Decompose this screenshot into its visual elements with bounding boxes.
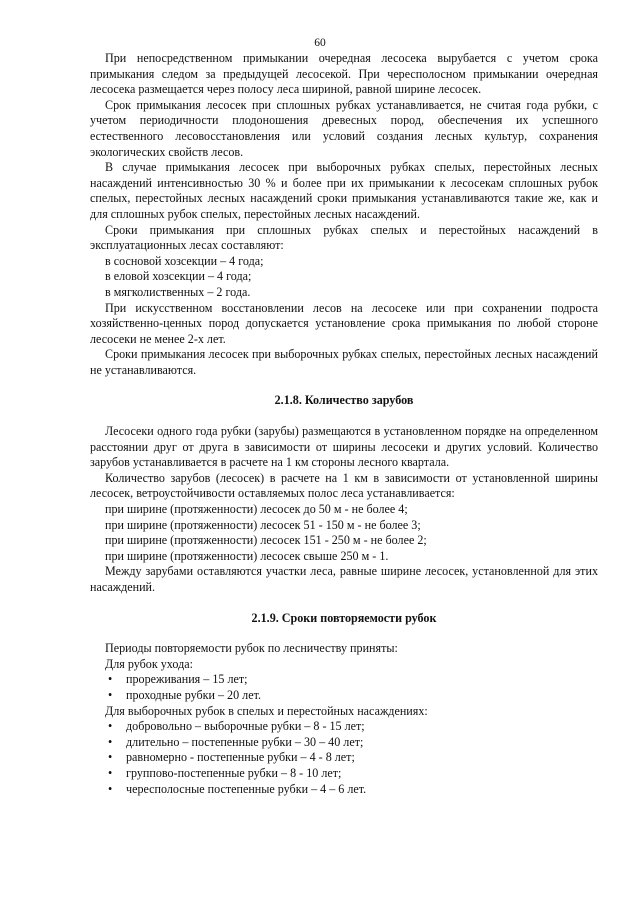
list-item: при ширине (протяженности) лесосек свыше 250 м - 1. (105, 548, 389, 563)
bullet-item: • добровольно – выборочные рубки – 8 - 15 лет; (90, 719, 598, 735)
paragraph: При непосредственном примыкании очередная лесосека вырубается с учетом срока примыкания следом за предыдущей лесосекой. При чересполосном примыкании очередная лесосека размещается через полосу леса шириной, равной ширине лесосек. (90, 51, 598, 97)
bullet-list (90, 672, 598, 703)
list-item: при ширине (протяженности) лесосек 151 - 250 м - не более 2; (105, 533, 427, 548)
paragraph: Для выборочных рубок в спелых и перестойных насаждениях: (105, 703, 428, 718)
list-item: в мягколиственных – 2 года. (105, 284, 251, 299)
paragraph: Срок примыкания лесосек при сплошных рубках устанавливается, не считая года рубки, с учетом периодичности плодоношения древесных пород, обеспечения их успешного естественного лесовосстановления или условий создания лесных культур, сохранения экологических свойств лесов. (90, 97, 598, 159)
section-heading: 2.1.8. Количество зарубов (274, 393, 414, 408)
paragraph: В случае примыкания лесосек при выборочных рубках спелых, перестойных лесных насаждений интенсивностью 30 % и более при их примыкании к лесосекам сплошных рубок спелых, перестойных лесных насаждений сроки примыкания устанавливаются такие же, как и для сплошных рубок спелых, перестойных лесных насаждений. (90, 160, 598, 221)
list-item: при ширине (протяженности) лесосек 51 - 150 м - не более 3; (105, 517, 421, 532)
page-number: 60 (314, 37, 326, 49)
paragraph: При искусственном восстановлении лесов на лесосеке или при сохранении подроста хозяйственно-ценных пород допускается установление срока примыкания по любой стороне лесосеки не менее 2-х лет. (90, 300, 598, 346)
bullet-list (90, 719, 598, 797)
section-heading: 2.1.9. Сроки повторяемости рубок (251, 610, 437, 625)
list-item: при ширине (протяженности) лесосек до 50 м - не более 4; (105, 502, 408, 517)
list-item: в сосновой хозсекции – 4 года; (105, 253, 264, 268)
paragraph: Сроки примыкания при сплошных рубках спелых и перестойных насаждений в эксплуатационных лесах составляют: (90, 222, 598, 253)
bullet-item: • чересполосные постепенные рубки – 4 – 6 лет. (90, 782, 598, 798)
list-item: в еловой хозсекции – 4 года; (105, 269, 252, 284)
paragraph: Лесосеки одного года рубки (зарубы) размещаются в установленном порядке на определенном расстоянии друг от друга в зависимости от ширины лесосеки и других условий. Количество зарубов устанавливается в расчете на 1 км стороны лесного квартала. (90, 424, 598, 470)
page-body (90, 51, 598, 797)
bullet-item: • длительно – постепенные рубки – 30 – 40 лет; (90, 735, 598, 751)
paragraph: Сроки примыкания лесосек при выборочных рубках спелых, перестойных лесных насаждений не устанавливаются. (90, 347, 598, 377)
bullet-item: • прореживания – 15 лет; (90, 672, 598, 688)
paragraph: Между зарубами оставляются участки леса, равные ширине лесосек, установленной для этих насаждений. (90, 564, 598, 594)
bullet-item: • проходные рубки – 20 лет. (90, 688, 598, 704)
paragraph: Периоды повторяемости рубок по лесничеству приняты: (105, 641, 398, 656)
paragraph: Для рубок ухода: (105, 656, 193, 671)
bullet-item: • группово-постепенные рубки – 8 - 10 лет; (90, 766, 598, 782)
bullet-item: • равномерно - постепенные рубки – 4 - 8 лет; (90, 750, 598, 766)
paragraph: Количество зарубов (лесосек) в расчете на 1 км в зависимости от установленной ширины лесосек, ветроустойчивости оставляемых полос леса устанавливается: (90, 470, 598, 501)
